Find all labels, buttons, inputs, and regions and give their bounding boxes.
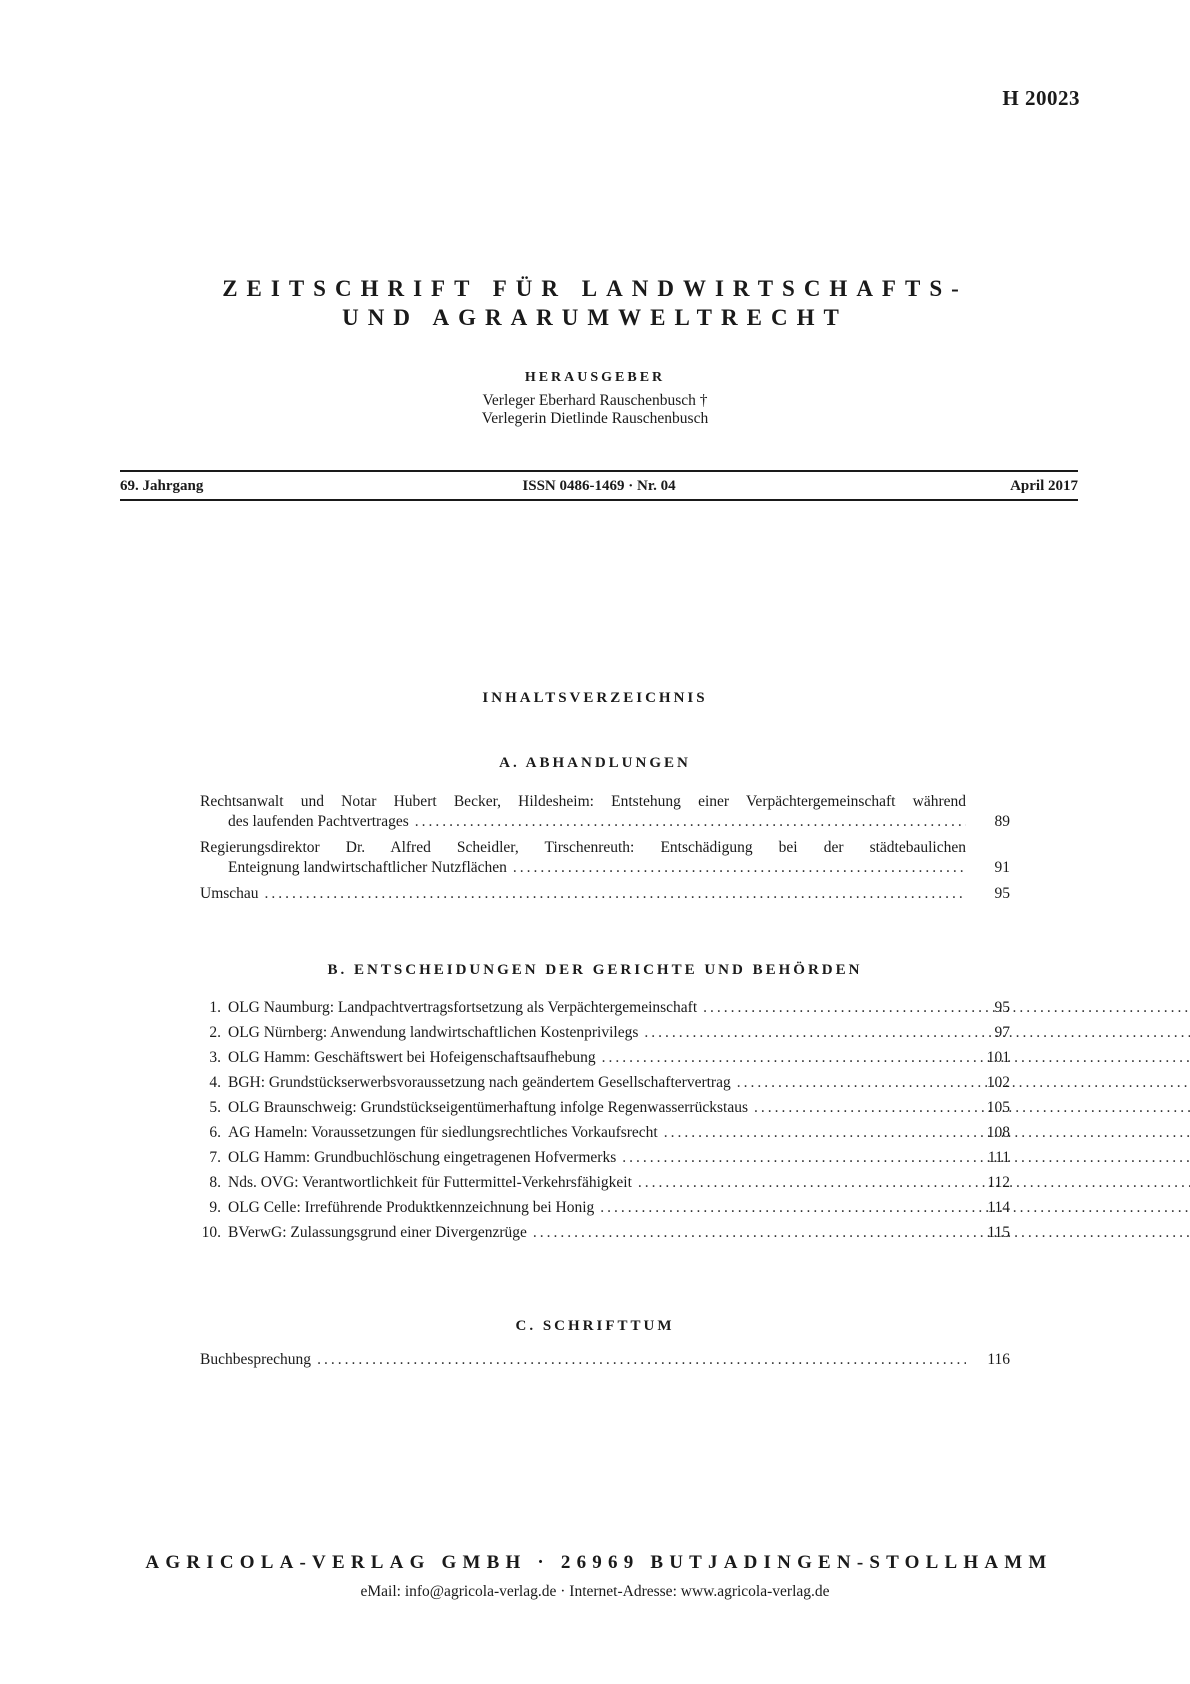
toc-entry-text: BVerwG: Zulassungsgrund einer Divergenzrüge <box>228 1224 527 1241</box>
issn-number: ISSN 0486-1469 · Nr. 04 <box>522 478 676 494</box>
section-a-list <box>200 792 1010 910</box>
toc-entry-text: OLG Hamm: Grundbuchlöschung eingetragenen Hofvermerks <box>228 1149 617 1166</box>
toc-entry-number: 8. <box>209 1174 221 1191</box>
toc-entry-text: OLG Celle: Irreführende Produktkennzeichnung bei Honig <box>228 1199 595 1216</box>
toc-entry <box>200 1173 1010 1198</box>
jahrgang: 69. Jahrgang <box>120 478 204 494</box>
toc-entry-number: 7. <box>209 1149 221 1166</box>
dot-leader <box>638 1173 1190 1193</box>
toc-entry <box>200 1023 1010 1048</box>
toc-entry-text: Regierungsdirektor Dr. Alfred Scheidler, Tirschenreuth: Entschädigung bei der städtebaulichen <box>200 839 966 856</box>
herausgeber-name: Verleger Eberhard Rauschenbusch † <box>482 392 708 409</box>
publisher-name: AGRICOLA-VERLAG GMBH · 26969 BUTJADINGEN-STOLLHAMM <box>145 1552 1053 1573</box>
toc-entry-text: OLG Hamm: Geschäftswert bei Hofeigenschaftsaufhebung <box>228 1049 596 1066</box>
toc-page-number: 115 <box>987 1224 1010 1241</box>
section-c-list <box>200 1350 1010 1376</box>
toc-entry-text: OLG Braunschweig: Grundstückseigentümerhaftung infolge Regenwasserrückstaus <box>228 1099 748 1116</box>
dot-leader <box>622 1148 1190 1168</box>
journal-code: H 20023 <box>1002 86 1080 110</box>
toc-page-number: 97 <box>994 1024 1010 1041</box>
toc-entry <box>200 884 1010 904</box>
toc-entry <box>200 1098 1010 1123</box>
toc-entry-number: 2. <box>209 1024 221 1041</box>
dot-leader <box>703 998 1190 1018</box>
herausgeber-name: Verlegerin Dietlinde Rauschenbusch <box>481 410 709 427</box>
section-c-heading: C. SCHRIFTTUM <box>515 1318 675 1334</box>
journal-title-line-2: UND AGRARUMWELTRECHT <box>342 305 848 330</box>
section-b-list <box>200 998 1010 1248</box>
journal-title <box>0 274 1190 332</box>
toc-entry-number: 3. <box>209 1049 221 1066</box>
toc-entry <box>200 998 1010 1023</box>
toc-page-number: 114 <box>987 1199 1010 1216</box>
toc-entry <box>200 1198 1010 1223</box>
toc-entry <box>200 792 1010 832</box>
toc-entry-number: 6. <box>209 1124 221 1141</box>
dot-leader <box>602 1048 1190 1068</box>
toc-entry-text: Umschau <box>200 885 259 902</box>
toc-entry-text: Nds. OVG: Verantwortlichkeit für Futtermittel-Verkehrsfähigkeit <box>228 1174 632 1191</box>
toc-entry-number: 1. <box>209 999 221 1016</box>
herausgeber-names <box>0 392 1190 428</box>
toc-heading: INHALTSVERZEICHNIS <box>482 690 708 706</box>
toc-entry-text: OLG Nürnberg: Anwendung landwirtschaftlichen Kostenprivilegs <box>228 1024 639 1041</box>
toc-entry-text: Enteignung landwirtschaftlicher Nutzflächen <box>228 859 507 876</box>
toc-page-number: 95 <box>994 885 1010 902</box>
dot-leader <box>664 1123 1190 1143</box>
toc-entry <box>200 1148 1010 1173</box>
dot-leader <box>265 884 966 904</box>
toc-entry-text: Buchbesprechung <box>200 1351 312 1368</box>
toc-page-number: 95 <box>994 999 1010 1016</box>
toc-entry <box>200 1073 1010 1098</box>
toc-entry-number: 5. <box>209 1099 221 1116</box>
issue-info-bar <box>120 470 1078 501</box>
dot-leader <box>600 1198 1190 1218</box>
toc-entry <box>200 838 1010 878</box>
dot-leader <box>415 812 966 832</box>
herausgeber-label: HERAUSGEBER <box>524 370 666 385</box>
toc-entry-text: BGH: Grundstückserwerbsvoraussetzung nach geändertem Gesellschaftervertrag <box>228 1074 731 1091</box>
dot-leader <box>317 1350 966 1370</box>
toc-page-number: 101 <box>986 1049 1010 1066</box>
section-b-heading: B. ENTSCHEIDUNGEN DER GERICHTE UND BEHÖRDEN <box>327 962 863 978</box>
toc-page-number: 91 <box>994 859 1010 876</box>
section-a-heading: A. ABHANDLUNGEN <box>499 755 691 771</box>
toc-entry-number: 4. <box>209 1074 221 1091</box>
toc-entry-text: OLG Naumburg: Landpachtvertragsfortsetzung als Verpächtergemeinschaft <box>228 999 698 1016</box>
issue-date: April 2017 <box>1010 478 1078 494</box>
toc-page-number: 89 <box>994 813 1010 830</box>
dot-leader <box>644 1023 1190 1043</box>
publisher-contact: eMail: info@agricola-verlag.de · Internet-Adresse: www.agricola-verlag.de <box>360 1583 830 1600</box>
toc-page-number: 116 <box>987 1351 1010 1368</box>
dot-leader <box>533 1223 1190 1243</box>
toc-entry-number: 9. <box>209 1199 221 1216</box>
toc-entry-text: des laufenden Pachtvertrages <box>228 813 409 830</box>
toc-entry-number: 10. <box>201 1224 221 1241</box>
toc-entry <box>200 1223 1010 1248</box>
toc-entry <box>200 1048 1010 1073</box>
toc-page-number: 105 <box>986 1099 1010 1116</box>
toc-entry-text: Rechtsanwalt und Notar Hubert Becker, Hildesheim: Entstehung einer Verpächtergemeinschaft während <box>200 793 966 810</box>
toc-page-number: 102 <box>986 1074 1010 1091</box>
toc-entry-text: AG Hameln: Voraussetzungen für siedlungsrechtliches Vorkaufsrecht <box>228 1124 658 1141</box>
dot-leader <box>513 858 966 878</box>
toc-page-number: 111 <box>987 1149 1010 1166</box>
journal-title-line-1: ZEITSCHRIFT FÜR LANDWIRTSCHAFTS- <box>222 276 968 301</box>
toc-page-number: 112 <box>987 1174 1010 1191</box>
toc-entry <box>200 1350 1010 1370</box>
toc-page-number: 108 <box>986 1124 1010 1141</box>
toc-entry <box>200 1123 1010 1148</box>
dot-leader <box>737 1073 1190 1093</box>
